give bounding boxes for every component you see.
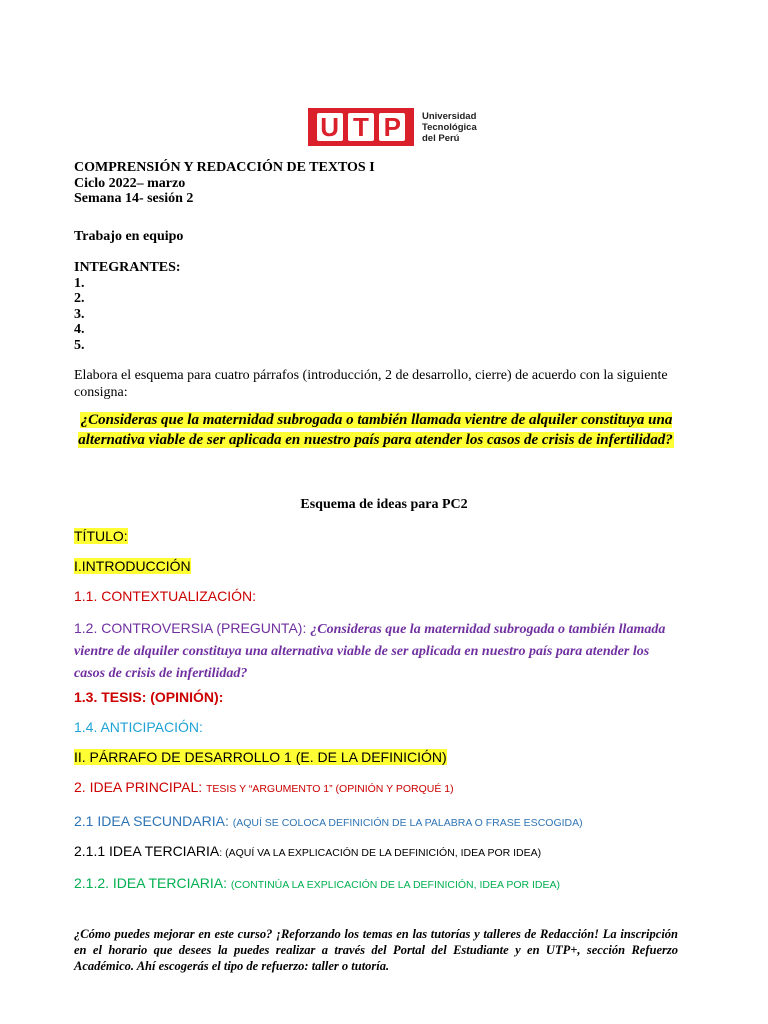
course-week: Semana 14- sesión 2 [74,191,194,206]
outline-idea-terciaria-2 [74,875,560,891]
utp-logo-mark [308,108,414,146]
logo-text [422,111,477,144]
footer-note: ¿Cómo puedes mejorar en este curso? ¡Reforzando los temas en las tutorías y talleres de Redacción! La inscripción en el horario que desees la puedes realizar a través del Portal del Estudiante y en UTP+, sección Refuerzo Académico. Ahí escogerás el tipo de refuerzo: taller o tutoría. [74,927,678,973]
idea-terciaria-2-label: 2.1.2. IDEA TERCIARIA: [74,875,228,891]
main-question-text: ¿Consideras que la maternidad subrogada o también llamada vientre de alquiler constituya una alternativa viable de ser aplicada en nuestro país para atender los casos de crisis de infertilidad? [78,412,673,448]
logo-text-line: Universidad [422,110,477,122]
logo-letter-p: P [379,113,405,141]
logo-letter-t: T [348,113,374,141]
course-header [74,160,375,207]
idea-terciaria-2-note: (CONTINÚA LA EXPLICACIÓN DE LA DEFINICIÓN, IDEA POR IDEA) [230,879,560,891]
outline-idea-secundaria [74,813,583,829]
idea-terciaria-1-label: 2.1.1 IDEA TERCIARIA [74,843,220,859]
member-item: 1. [74,275,85,291]
idea-principal-label: 2. IDEA PRINCIPAL: [74,779,203,795]
outline-introduccion-label: I.INTRODUCCIÓN [74,558,191,574]
idea-secundaria-label: 2.1 IDEA SECUNDARIA: [74,813,229,829]
main-question [76,410,676,450]
utp-logo [308,108,477,146]
outline-anticipacion: 1.4. ANTICIPACIÓN: [74,719,203,735]
outline-tesis: 1.3. TESIS: (OPINIÓN): [74,689,224,705]
outline-introduccion [74,558,191,574]
logo-letter-u: U [317,113,343,141]
members-label: INTEGRANTES: [74,260,181,275]
outline-idea-principal [74,779,454,795]
member-item: 3. [74,306,85,322]
member-item: 5. [74,337,85,353]
teamwork-label: Trabajo en equipo [74,229,184,244]
member-item: 4. [74,322,85,337]
outline-controversia [74,618,674,684]
controversia-label: 1.2. CONTROVERSIA (PREGUNTA): [74,620,307,636]
outline-titulo [74,528,128,544]
outline-idea-terciaria-1 [74,843,541,859]
idea-principal-note: TESIS Y “ARGUMENTO 1” (OPINIÓN Y PORQUÉ 1) [206,783,454,795]
course-title: COMPRENSIÓN Y REDACCIÓN DE TEXTOS I [74,160,375,175]
idea-terciaria-1-note: : (AQUÍ VA LA EXPLICACIÓN DE LA DEFINICIÓN, IDEA POR IDEA) [219,847,542,859]
logo-text-line: del Perú [422,132,460,144]
outline-titulo-label: TÍTULO: [74,528,128,544]
outline-contextualizacion: 1.1. CONTEXTUALIZACIÓN: [74,588,257,604]
idea-secundaria-note: (AQUÍ SE COLOCA DEFINICIÓN DE LA PALABRA O FRASE ESCOGIDA) [232,817,583,829]
controversia-question: ¿Consideras que la maternidad subrogada o también llamada vientre de alquiler constituya una alternativa viable de ser aplicada en nuestro país para atender los casos de crisis de infertilidad? [74,622,666,681]
logo-text-line: Tecnológica [422,121,477,133]
instruction-text: Elabora el esquema para cuatro párrafos (introducción, 2 de desarrollo, cierre) de acuerdo con la siguiente consigna: [74,368,668,400]
desarrollo1-label: II. PÁRRAFO DE DESARROLLO 1 (E. DE LA DEFINICIÓN) [74,749,447,765]
member-item: 2. [74,291,85,306]
course-cycle: Ciclo 2022– marzo [74,175,186,191]
scheme-title: Esquema de ideas para PC2 [300,497,468,512]
members-list [74,260,181,353]
outline-desarrollo1 [74,749,447,765]
